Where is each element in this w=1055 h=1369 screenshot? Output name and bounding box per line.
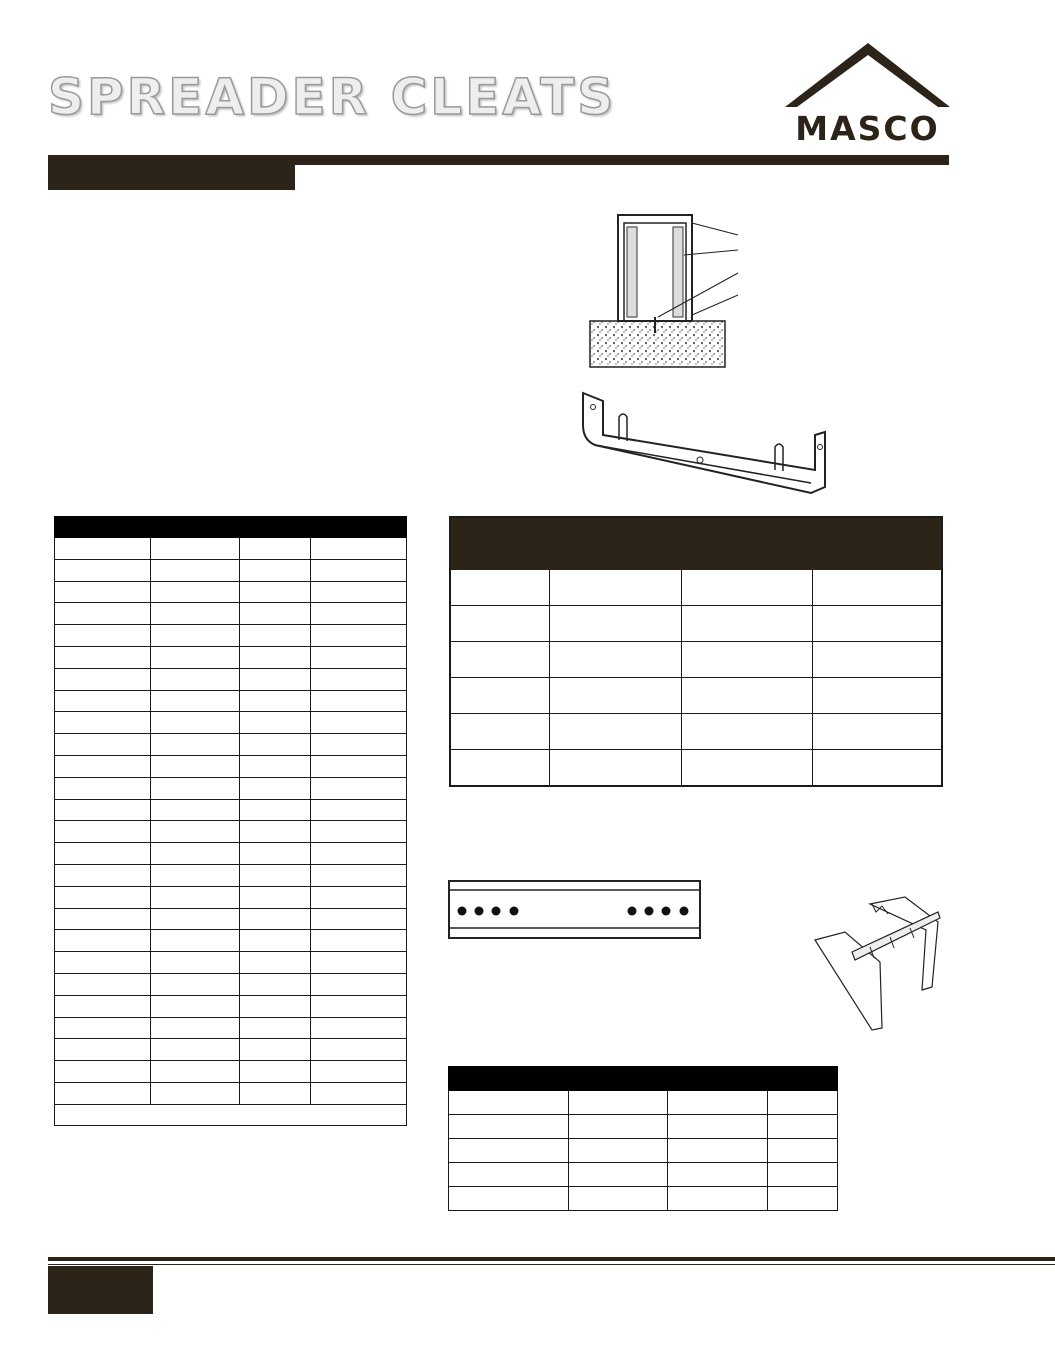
table-cell <box>681 606 812 642</box>
footer-rule <box>48 1257 1055 1261</box>
table-cell <box>55 581 151 603</box>
table-cell <box>240 799 311 821</box>
table-cell <box>55 625 151 647</box>
table-cell <box>55 712 151 734</box>
table-cell <box>151 603 240 625</box>
table-cell <box>681 678 812 714</box>
table-cell <box>151 734 240 756</box>
table-cell <box>240 821 311 843</box>
table-row <box>449 1187 838 1211</box>
table-row <box>55 799 407 821</box>
table-cell <box>450 714 549 750</box>
table-cell <box>450 678 549 714</box>
table-cell <box>311 843 407 865</box>
table-cell <box>55 603 151 625</box>
table-cell <box>55 755 151 777</box>
table-cell <box>55 777 151 799</box>
perforated-strip-drawing <box>448 880 702 940</box>
table-row <box>55 538 407 560</box>
table-cell <box>55 821 151 843</box>
table-cell <box>311 581 407 603</box>
table-cell <box>812 606 942 642</box>
table-cell <box>549 642 681 678</box>
table-row <box>55 908 407 930</box>
table-cell <box>311 690 407 712</box>
table-cell <box>311 1017 407 1039</box>
table-cell <box>240 1082 311 1104</box>
table-cell <box>668 1091 768 1115</box>
table-cell <box>151 821 240 843</box>
table-cell <box>240 864 311 886</box>
table-cell <box>240 668 311 690</box>
table-cell <box>311 712 407 734</box>
table-row <box>449 1091 838 1115</box>
logo-text: MASCO <box>795 109 940 148</box>
table-row <box>55 581 407 603</box>
table-cell <box>55 646 151 668</box>
table-cell <box>450 642 549 678</box>
table-cell <box>311 1082 407 1104</box>
table-cell <box>240 777 311 799</box>
table-row <box>55 690 407 712</box>
table-cell <box>549 750 681 787</box>
table-cell <box>240 734 311 756</box>
right-spec-table <box>449 516 943 787</box>
bottom-spec-table <box>448 1066 838 1211</box>
table-cell <box>450 750 549 787</box>
table-cell <box>151 843 240 865</box>
table-cell <box>311 886 407 908</box>
table-cell <box>151 952 240 974</box>
table-row <box>55 930 407 952</box>
strip-installation-drawing <box>810 892 945 1032</box>
table-cell <box>768 1187 838 1211</box>
table-cell <box>240 886 311 908</box>
table-row <box>449 1139 838 1163</box>
table-cell <box>240 625 311 647</box>
table-cell <box>569 1115 668 1139</box>
table-cell <box>569 1091 668 1115</box>
table-cell <box>549 714 681 750</box>
table-cell <box>151 1061 240 1083</box>
table-header-row <box>55 517 407 538</box>
table-cell <box>151 995 240 1017</box>
table-cell <box>55 886 151 908</box>
table-cell <box>311 1039 407 1061</box>
table-cell <box>151 538 240 560</box>
table-cell <box>55 668 151 690</box>
table-cell <box>151 559 240 581</box>
table-cell <box>240 930 311 952</box>
table-cell <box>311 864 407 886</box>
table-row <box>450 750 942 787</box>
table-row <box>55 843 407 865</box>
table-row <box>55 559 407 581</box>
table-cell <box>768 1139 838 1163</box>
table-cell <box>240 690 311 712</box>
table-cell <box>311 646 407 668</box>
table-cell <box>240 559 311 581</box>
table-cell <box>311 559 407 581</box>
table-cell <box>55 734 151 756</box>
table-cell <box>151 581 240 603</box>
table-cell <box>55 973 151 995</box>
table-cell <box>240 908 311 930</box>
table-cell <box>681 714 812 750</box>
table-cell <box>311 603 407 625</box>
table-cell <box>151 755 240 777</box>
table-header-row <box>449 1067 838 1091</box>
page-number-box <box>48 1266 153 1314</box>
table-cell <box>449 1163 569 1187</box>
table-cell <box>569 1139 668 1163</box>
table-cell <box>55 1017 151 1039</box>
table-row <box>55 603 407 625</box>
table-row <box>55 668 407 690</box>
table-cell <box>549 570 681 606</box>
table-row <box>450 678 942 714</box>
table-cell <box>151 930 240 952</box>
table-cell <box>240 712 311 734</box>
table-cell <box>151 908 240 930</box>
table-row <box>55 952 407 974</box>
table-row <box>55 864 407 886</box>
table-row <box>450 642 942 678</box>
table-cell <box>240 646 311 668</box>
table-cell <box>55 908 151 930</box>
table-cell <box>151 712 240 734</box>
table-cell <box>55 690 151 712</box>
table-cell <box>151 646 240 668</box>
table-cell <box>55 843 151 865</box>
table-cell <box>450 606 549 642</box>
table-cell <box>569 1163 668 1187</box>
table-cell <box>812 570 942 606</box>
table-row <box>55 995 407 1017</box>
table-cell <box>449 1091 569 1115</box>
table-cell <box>151 973 240 995</box>
page-title: SPREADER CLEATS <box>48 68 617 126</box>
table-cell <box>812 642 942 678</box>
footer-rule-thin <box>48 1264 1055 1265</box>
table-cell <box>311 625 407 647</box>
table-cell <box>311 995 407 1017</box>
table-cell <box>450 570 549 606</box>
table-row <box>55 734 407 756</box>
table-cell <box>151 1082 240 1104</box>
table-cell <box>449 1187 569 1211</box>
table-cell <box>668 1115 768 1139</box>
table-row <box>450 570 942 606</box>
table-row <box>55 821 407 843</box>
cleat-cross-section-drawing <box>580 205 750 375</box>
table-cell <box>55 952 151 974</box>
roof-icon <box>780 40 955 110</box>
table-cell <box>55 864 151 886</box>
table-footer-row <box>55 1104 407 1125</box>
table-cell <box>55 1039 151 1061</box>
table-row <box>450 606 942 642</box>
table-cell <box>55 559 151 581</box>
table-cell <box>311 734 407 756</box>
table-cell <box>311 1061 407 1083</box>
table-cell <box>151 886 240 908</box>
table-cell <box>311 755 407 777</box>
table-cell <box>681 750 812 787</box>
table-row <box>55 973 407 995</box>
table-cell <box>240 1017 311 1039</box>
table-cell <box>151 1039 240 1061</box>
table-cell <box>240 603 311 625</box>
table-cell <box>668 1139 768 1163</box>
table-cell <box>240 538 311 560</box>
table-cell <box>311 908 407 930</box>
table-cell <box>311 973 407 995</box>
table-row <box>55 712 407 734</box>
table-cell <box>55 799 151 821</box>
table-cell <box>768 1163 838 1187</box>
table-row <box>55 1039 407 1061</box>
table-cell <box>449 1115 569 1139</box>
table-cell <box>812 714 942 750</box>
table-cell <box>151 625 240 647</box>
table-cell <box>768 1115 838 1139</box>
table-cell <box>55 1082 151 1104</box>
left-spec-table <box>54 516 407 1126</box>
table-row <box>55 1017 407 1039</box>
table-cell <box>151 1017 240 1039</box>
table-cell <box>569 1187 668 1211</box>
table-cell <box>240 973 311 995</box>
table-cell <box>311 538 407 560</box>
table-cell <box>668 1163 768 1187</box>
table-cell <box>151 799 240 821</box>
table-cell <box>681 642 812 678</box>
table-cell <box>768 1091 838 1115</box>
table-header-row <box>450 517 942 570</box>
table-cell <box>151 668 240 690</box>
table-cell <box>55 538 151 560</box>
table-cell <box>240 581 311 603</box>
section-tab <box>48 155 295 190</box>
table-row <box>55 1061 407 1083</box>
table-cell <box>311 952 407 974</box>
table-cell <box>311 930 407 952</box>
table-cell <box>681 570 812 606</box>
table-cell <box>311 821 407 843</box>
table-row <box>449 1115 838 1139</box>
table-cell <box>151 690 240 712</box>
table-cell <box>311 668 407 690</box>
table-cell <box>55 930 151 952</box>
table-row <box>55 886 407 908</box>
table-row <box>55 1082 407 1104</box>
table-cell <box>549 678 681 714</box>
table-cell <box>812 750 942 787</box>
spreader-cleat-bracket-drawing <box>575 385 830 497</box>
table-cell <box>311 777 407 799</box>
table-cell <box>812 678 942 714</box>
table-cell <box>240 952 311 974</box>
table-cell <box>449 1139 569 1163</box>
table-cell <box>151 777 240 799</box>
table-row <box>450 714 942 750</box>
table-cell <box>549 606 681 642</box>
table-cell <box>311 799 407 821</box>
table-row <box>55 625 407 647</box>
table-row <box>55 646 407 668</box>
table-cell <box>668 1187 768 1211</box>
table-cell <box>240 1061 311 1083</box>
table-row <box>449 1163 838 1187</box>
table-cell <box>240 843 311 865</box>
table-cell <box>240 755 311 777</box>
table-row <box>55 755 407 777</box>
table-cell <box>240 1039 311 1061</box>
table-cell <box>55 995 151 1017</box>
table-cell <box>240 995 311 1017</box>
table-row <box>55 777 407 799</box>
table-cell <box>151 864 240 886</box>
table-cell <box>55 1061 151 1083</box>
